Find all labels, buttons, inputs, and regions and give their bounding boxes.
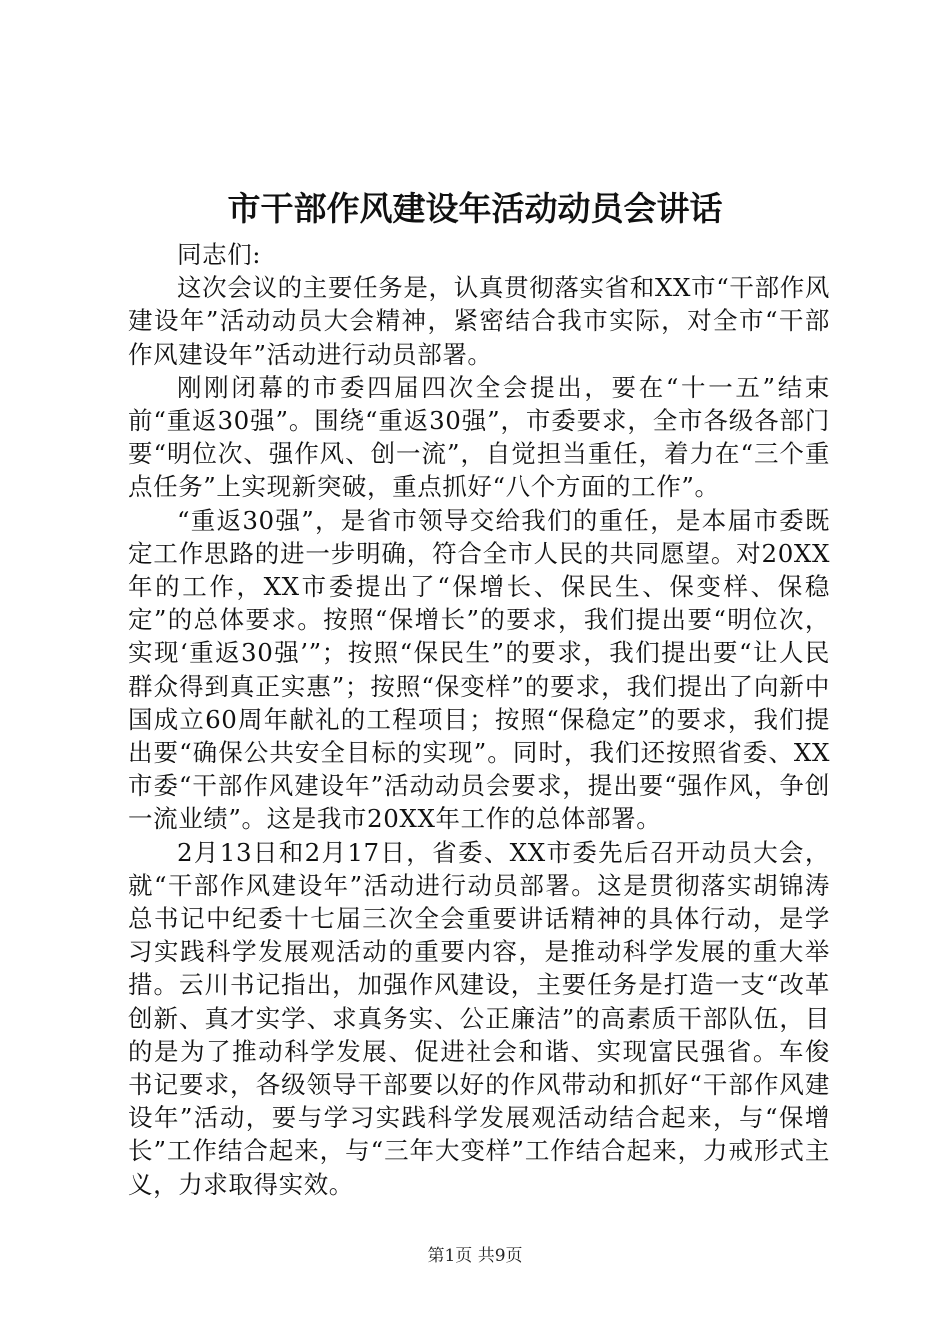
page-number: 第1页 共9页 — [427, 1246, 523, 1266]
paragraph-2: 刚刚闭幕的市委四届四次全会提出，要在“十一五”结束前“重返30强”。围绕“重返30强”，市委要求，全市各级各部门要“明位次、强作风、创一流”，自觉担当重任，着力在“三个重点任务”上实现新突破，重点抓好“八个方面的工作”。 — [128, 372, 830, 502]
paragraph-4: 2月13日和2月17日，省委、XX市委先后召开动员大会，就“干部作风建设年”活动进行动员部署。这是贯彻落实胡锦涛总书记中纪委十七届三次全会重要讲话精神的具体行动，是学习实践科学发展观活动的重要内容，是推动科学发展的重大举措。云川书记指出，加强作风建设，主要任务是打造一支“改革创新、真才实学、求真务实、公正廉洁”的高素质干部队伍，目的是为了推动科学发展、促进社会和谐、实现富民强省。车俊书记要求，各级领导干部要以好的作风带动和抓好“干部作风建设年”活动，要与学习实践科学发展观活动结合起来，与“保增长”工作结合起来，与“三年大变样”工作结合起来，力戒形式主义，力求取得实效。 — [128, 837, 830, 1199]
paragraph-1: 这次会议的主要任务是，认真贯彻落实省和XX市“干部作风建设年”活动动员大会精神，紧密结合我市实际，对全市“干部作风建设年”活动进行动员部署。 — [128, 273, 830, 369]
salutation: 同志们: — [177, 240, 262, 269]
document-body — [128, 238, 830, 1201]
page-title: 市干部作风建设年活动动员会讲话 — [227, 189, 723, 228]
paragraph-3: “重返30强”，是省市领导交给我们的重任，是本届市委既定工作思路的进一步明确，符合全市人民的共同愿望。对20XX年的工作，XX市委提出了“保增长、保民生、保变样、保稳定”的总体要求。按照“保增长”的要求，我们提出要“明位次，实现‘重返30强’”；按照“保民生”的要求，我们提出要“让人民群众得到真正实惠”；按照“保变样”的要求，我们提出了向新中国成立60周年献礼的工程项目；按照“保稳定”的要求，我们提出要“确保公共安全目标的实现”。同时，我们还按照省委、XX市委“干部作风建设年”活动动员会要求，提出要“强作风，争创一流业绩”。这是我市20XX年工作的总体部署。 — [128, 505, 830, 834]
